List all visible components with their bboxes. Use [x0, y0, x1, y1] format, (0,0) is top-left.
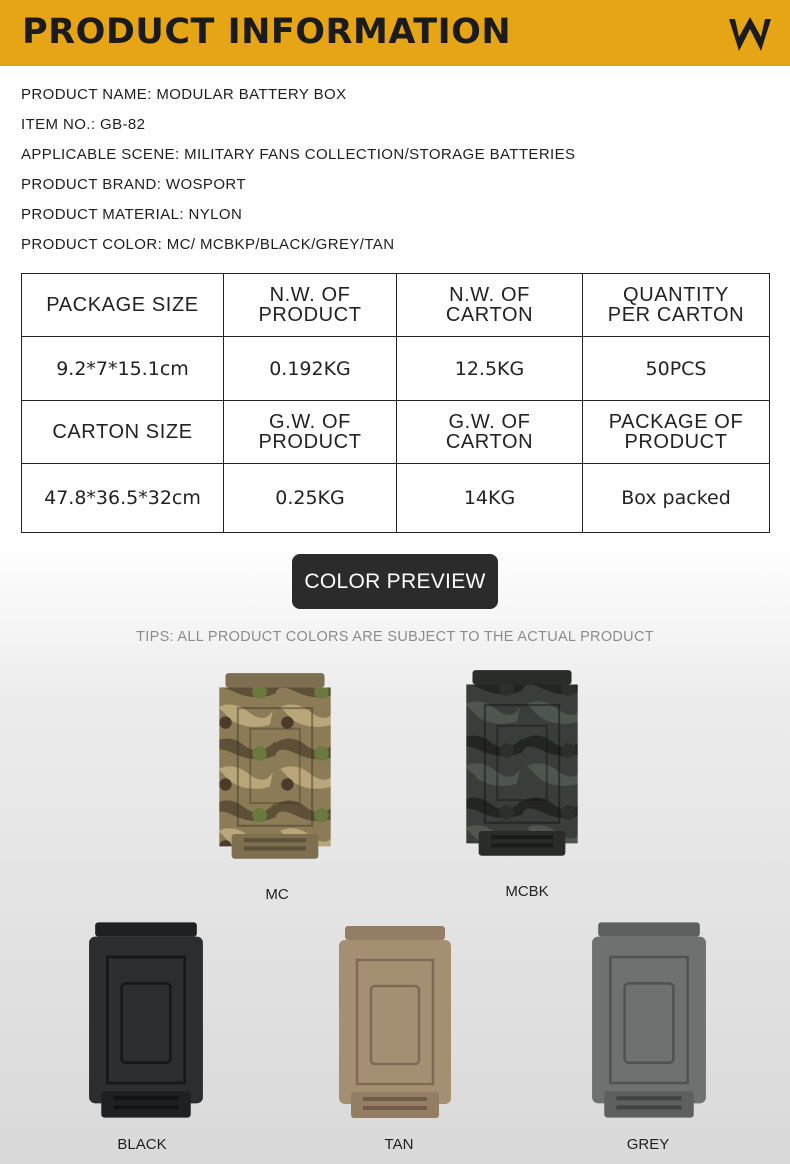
info-item-no: ITEM NO.: GB-82	[21, 116, 146, 133]
table-row	[22, 401, 770, 464]
table-cell: 0.192KG	[224, 337, 397, 401]
color-label-mc: MC	[265, 886, 289, 903]
table-header-cell: G.W. OF PRODUCT	[224, 401, 397, 464]
product-image-tan	[335, 923, 455, 1125]
table-header-cell: PACKAGE OF PRODUCT	[583, 401, 770, 464]
spec-table	[21, 273, 770, 533]
header-bar	[0, 0, 790, 66]
product-image-black	[85, 920, 207, 1124]
info-product-brand: PRODUCT BRAND: WOSPORT	[21, 176, 246, 193]
color-label-black: BLACK	[117, 1136, 167, 1153]
product-image-mcbk	[460, 668, 584, 864]
table-cell: 50PCS	[583, 337, 770, 401]
table-cell: 9.2*7*15.1cm	[22, 337, 224, 401]
table-cell: 12.5KG	[397, 337, 583, 401]
tips-text: TIPS: ALL PRODUCT COLORS ARE SUBJECT TO THE ACTUAL PRODUCT	[136, 629, 654, 645]
table-header-cell: N.W. OF PRODUCT	[224, 274, 397, 337]
brand-logo-icon	[727, 15, 773, 55]
color-label-tan: TAN	[384, 1136, 414, 1153]
table-row	[22, 274, 770, 337]
info-applicable-scene: APPLICABLE SCENE: MILITARY FANS COLLECTION/STORAGE BATTERIES	[21, 146, 576, 163]
product-image-grey	[588, 920, 710, 1124]
table-header-cell: G.W. OF CARTON	[397, 401, 583, 464]
color-preview-button[interactable]: COLOR PREVIEW	[292, 554, 498, 609]
table-header-cell: CARTON SIZE	[22, 401, 224, 464]
table-cell: Box packed	[583, 464, 770, 533]
table-row	[22, 337, 770, 401]
product-image-mc	[212, 671, 338, 867]
table-cell: 14KG	[397, 464, 583, 533]
table-cell: 0.25KG	[224, 464, 397, 533]
page-title: PRODUCT INFORMATION	[22, 12, 512, 52]
table-header-cell: PACKAGE SIZE	[22, 274, 224, 337]
info-product-name: PRODUCT NAME: MODULAR BATTERY BOX	[21, 86, 347, 103]
info-product-material: PRODUCT MATERIAL: NYLON	[21, 206, 243, 223]
table-header-cell: N.W. OF CARTON	[397, 274, 583, 337]
table-cell: 47.8*36.5*32cm	[22, 464, 224, 533]
color-label-grey: GREY	[626, 1136, 670, 1153]
info-product-color: PRODUCT COLOR: MC/ MCBKP/BLACK/GREY/TAN	[21, 236, 395, 253]
color-label-mcbk: MCBK	[505, 883, 549, 900]
table-row	[22, 464, 770, 533]
table-header-cell: QUANTITY PER CARTON	[583, 274, 770, 337]
